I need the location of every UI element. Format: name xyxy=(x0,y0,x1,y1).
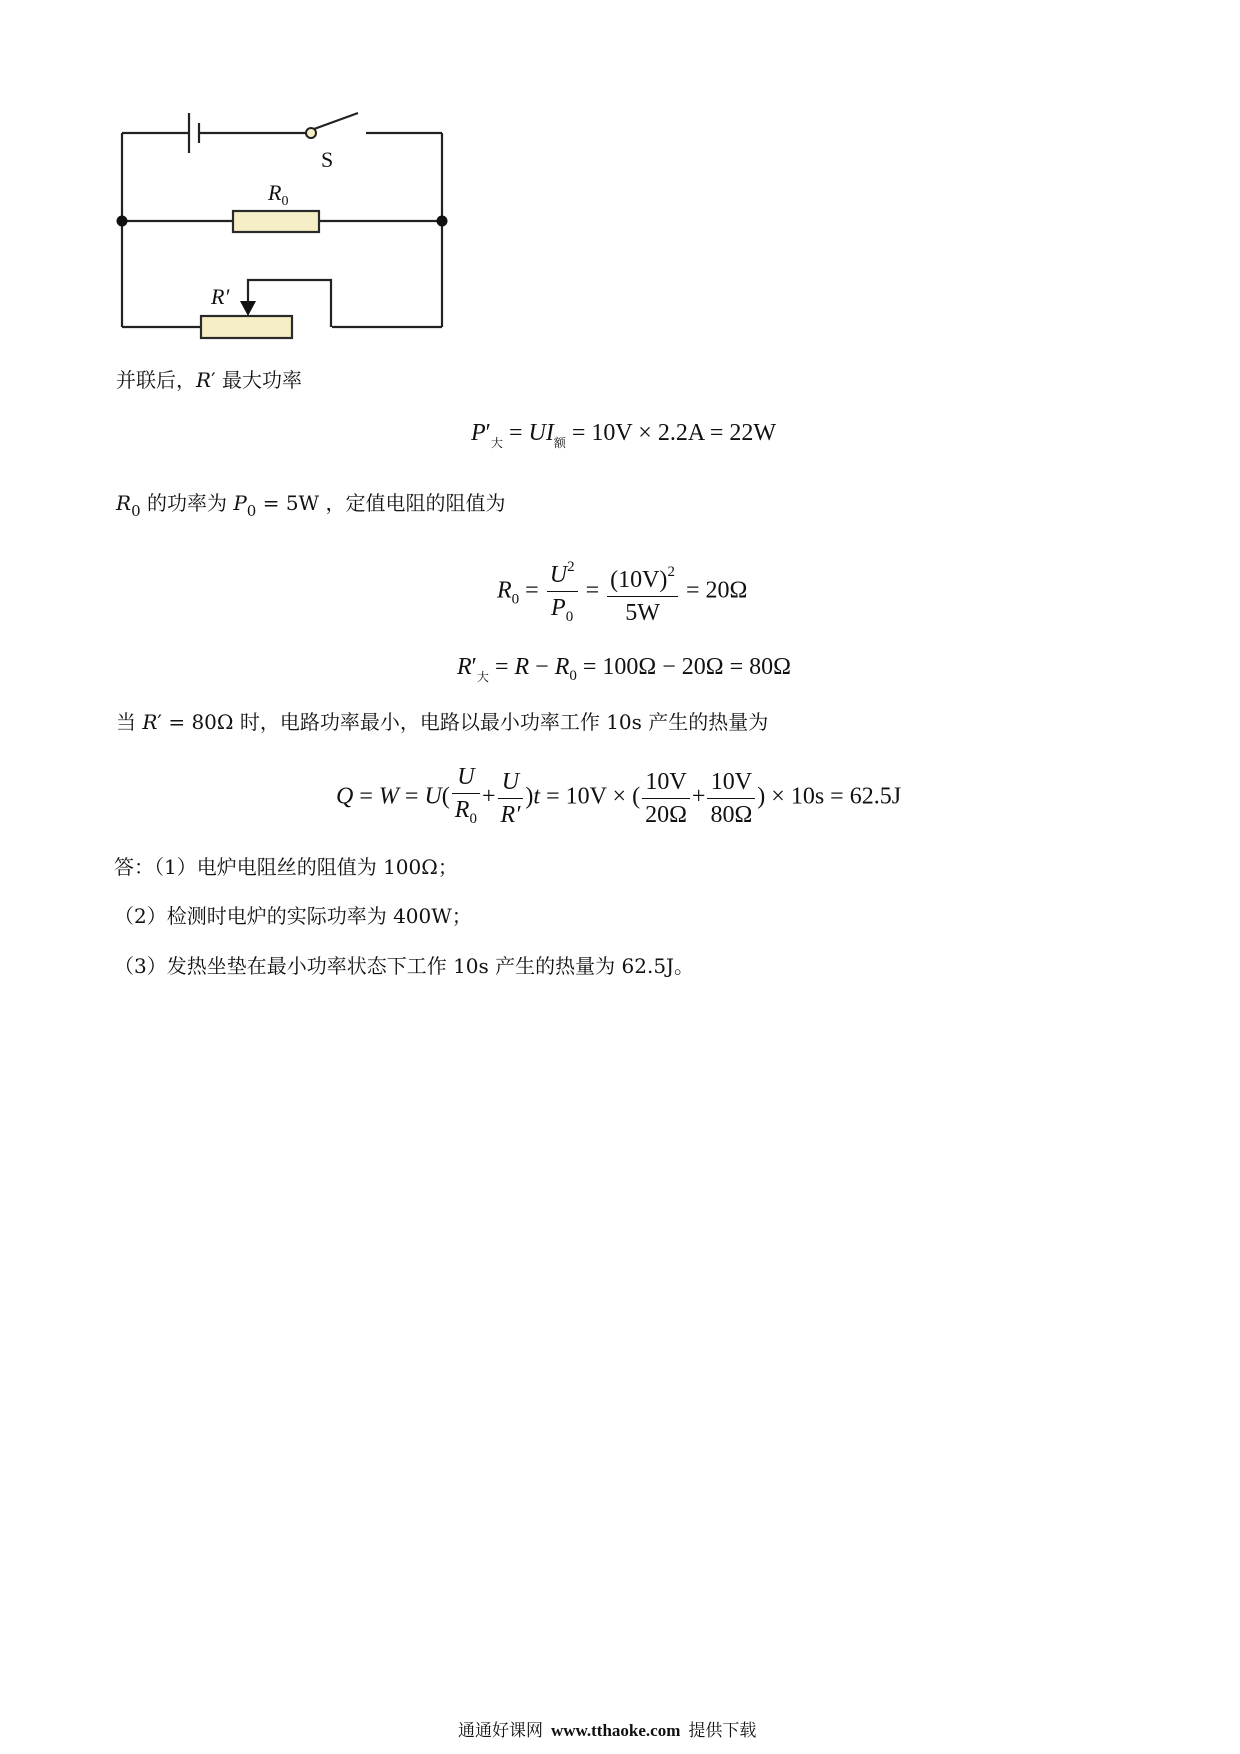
eq4-f3-num: 10V xyxy=(642,767,690,799)
eq4-mid: = 10V × ( xyxy=(540,783,641,810)
page-footer xyxy=(458,1719,756,1743)
line2-text1: 的功率为 xyxy=(140,491,234,515)
eq2-rhs: = 20Ω xyxy=(679,577,748,604)
line-min-power-condition xyxy=(116,708,768,736)
equation-max-power xyxy=(471,417,776,459)
eq4-f1-den-sub: 0 xyxy=(469,811,477,827)
answer-line-3: （3）发热坐垫在最小功率状态下工作 10s 产生的热量为 62.5J。 xyxy=(114,954,695,978)
eq1-u: U xyxy=(528,420,546,446)
eq4-f4-num: 10V xyxy=(707,767,755,799)
eq2-den2: 5W xyxy=(625,599,660,626)
eq4-open: ( xyxy=(441,783,450,810)
line1-prefix: 并联后， xyxy=(116,368,196,392)
eq2-fraction-1 xyxy=(547,552,578,632)
eq4-fraction-4 xyxy=(707,767,755,830)
eq2-num1: U xyxy=(549,562,568,588)
equation-max-rheostat xyxy=(457,651,791,693)
line2-var-sub: 0 xyxy=(131,502,141,520)
eq4-f2-num: U xyxy=(498,767,524,799)
eq1-rhs: = 10V × 2.2A = 22W xyxy=(565,420,777,446)
eq3-sub: 大 xyxy=(476,670,489,684)
line3-prime: ′ xyxy=(157,710,162,734)
eq4-fraction-3 xyxy=(642,767,690,830)
line3-val: = 80Ω xyxy=(161,710,234,734)
eq1-i-sub: 额 xyxy=(553,436,566,450)
eq2-r: R xyxy=(497,577,512,604)
eq3-r: R xyxy=(457,654,472,680)
eq3-rhs: = 100Ω − 20Ω = 80Ω xyxy=(576,654,791,680)
eq4-rhs: ) × 10s = 62.5J xyxy=(757,783,902,810)
eq2-num2: (10V) xyxy=(610,566,668,593)
line3-prefix: 当 xyxy=(116,710,143,734)
eq2-num1-sup: 2 xyxy=(567,559,575,575)
eq1-sub: 大 xyxy=(490,436,503,450)
eq4-fraction-2 xyxy=(498,767,524,830)
line2-p: P xyxy=(233,491,247,515)
switch-label: S xyxy=(321,147,334,172)
eq4-fraction-1 xyxy=(452,762,480,834)
eq3-minus: − xyxy=(529,654,555,680)
eq2-equals: = xyxy=(519,577,545,604)
eq3-prime: ′ xyxy=(471,654,477,680)
eq3-r-total: R xyxy=(514,654,530,680)
eq4-f2-den: R′ xyxy=(500,801,521,828)
right-junction-node xyxy=(437,216,448,227)
line1-suffix: 最大功率 xyxy=(215,368,302,392)
eq3-equals: = xyxy=(488,654,515,680)
rheostat-body xyxy=(201,316,292,338)
eq4-plus: + xyxy=(481,783,496,810)
eq1-i: I xyxy=(545,420,554,446)
line2-p-sub: 0 xyxy=(246,502,257,520)
circuit-diagram xyxy=(100,95,460,345)
eq1-p: P xyxy=(471,420,486,446)
eq3-r0-sub: 0 xyxy=(569,668,577,684)
eq4-f1-den: R xyxy=(454,797,470,823)
equation-r0-resistance xyxy=(497,552,747,632)
r0-resistor xyxy=(233,211,319,232)
line1-prime: ′ xyxy=(211,368,216,392)
eq1-prime: ′ xyxy=(485,420,491,446)
left-junction-node xyxy=(117,216,128,227)
footer-url[interactable]: www.tthaoke.com xyxy=(551,1721,681,1740)
eq4-close: ) xyxy=(525,783,534,810)
line3-suffix: 时，电路功率最小，电路以最小功率工作 10s 产生的热量为 xyxy=(233,710,769,734)
eq4-f3-den: 20Ω xyxy=(645,801,687,828)
eq4-w: W xyxy=(378,783,399,810)
equation-heat xyxy=(336,762,901,834)
eq4-f4-den: 80Ω xyxy=(710,801,753,828)
eq4-eq1: = xyxy=(353,783,379,810)
footer-tail: 提供下载 xyxy=(688,1721,757,1741)
line-parallel-max-power xyxy=(116,366,302,394)
footer-site-name: 通通好课网 xyxy=(458,1721,543,1741)
rheostat-label: R′ xyxy=(211,284,230,309)
line3-var: R xyxy=(142,710,158,734)
eq4-eq2: = xyxy=(398,783,425,810)
line2-var: R xyxy=(116,491,132,515)
line2-text2: ，定值电阻的阻值为 xyxy=(319,491,506,515)
line-r0-power xyxy=(116,489,505,525)
line1-var: R xyxy=(196,368,212,392)
eq2-den1: P xyxy=(551,595,566,621)
eq4-t: t xyxy=(533,783,541,810)
eq1-equals: = xyxy=(502,420,529,446)
eq4-u: U xyxy=(424,783,442,810)
switch-arm xyxy=(314,113,358,129)
line2-p-val: = 5W xyxy=(256,491,320,515)
eq2-fraction-2 xyxy=(607,557,678,628)
eq4-f1-num: U xyxy=(452,762,480,794)
eq2-r-sub: 0 xyxy=(511,591,520,608)
r0-label: $R_0$ xyxy=(268,180,289,209)
eq3-r0: R xyxy=(554,654,570,680)
answer-line-1: 答：（1）电炉电阻丝的阻值为 100Ω； xyxy=(114,855,458,879)
slider-arrow-icon xyxy=(240,301,256,316)
eq2-den1-sub: 0 xyxy=(565,609,574,625)
answer-line-2: （2）检测时电炉的实际功率为 400W； xyxy=(114,904,472,928)
eq4-plus2: + xyxy=(691,783,706,810)
switch-pivot xyxy=(306,128,316,138)
eq4-q: Q xyxy=(336,783,354,810)
eq2-equals-2: = xyxy=(579,577,606,604)
eq2-num2-sup: 2 xyxy=(667,563,675,580)
